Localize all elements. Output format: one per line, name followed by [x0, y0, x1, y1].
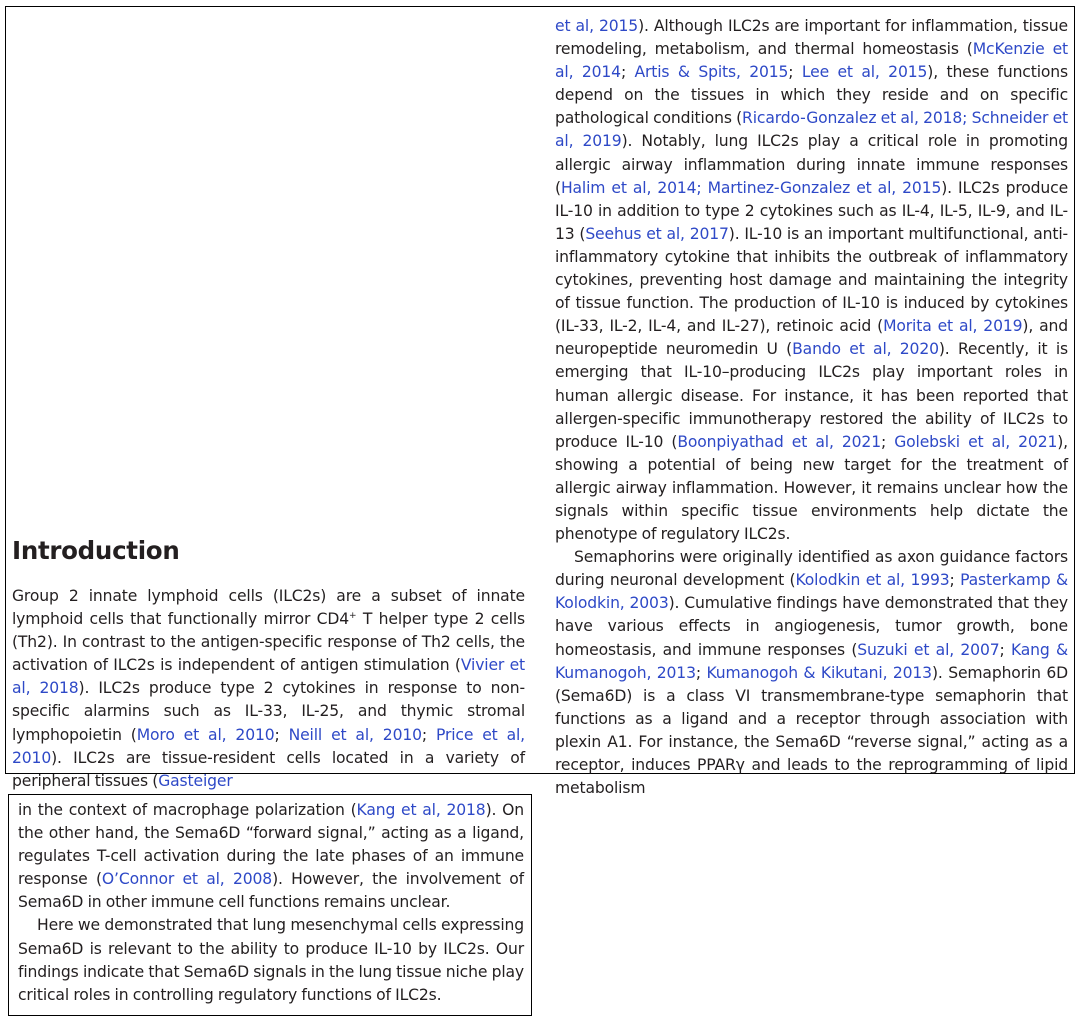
- citation-link[interactable]: Ricardo-Gonzalez et al, 2018; Schneider et al, 2019: [555, 109, 1069, 151]
- text-run: Here we demonstrated that lung mesenchymal cells expressing Sema6D is relevant to the ability to produce IL-10 by ILC2s. Our findings indicate that Sema6D signals in the lung tissue niche play critical roles in controlling regulatory functions of ILC2s.: [18, 916, 524, 1004]
- text-run: ;: [695, 663, 707, 682]
- text-run: T helper type 2 cells (Th2). In contrast to the antigen-specific response of Th2 cells, the activation of ILC2s is independent of antigen stimulation (: [12, 610, 525, 675]
- section-heading: Introduction: [12, 536, 180, 565]
- paragraph: [12, 585, 525, 793]
- text-run: ;: [274, 725, 289, 744]
- paragraph: [18, 799, 524, 914]
- citation-link[interactable]: O’Connor et al, 2008: [101, 870, 273, 889]
- text-run: ). ILC2s produce IL-10 in addition to type 2 cytokines such as IL-4, IL-5, IL-9, and IL-13 (: [555, 178, 1069, 243]
- text-run: ;: [999, 640, 1011, 659]
- text-run: ;: [880, 432, 895, 451]
- superscript: +: [349, 610, 357, 621]
- citation-link[interactable]: Suzuki et al, 2007: [857, 640, 1000, 659]
- text-run: ). ILC2s produce type 2 cytokines in response to non-specific alarmins such as IL-33, IL-25, and thymic stromal lymphopoietin (: [12, 679, 525, 744]
- citation-link[interactable]: Bando et al, 2020: [792, 340, 939, 359]
- text-run: ;: [620, 63, 635, 82]
- text-run: ). Recently, it is emerging that IL-10–producing ILC2s play important roles in human allergic disease. For instance, it has been reported that allergen-specific immunotherapy restored the ability of ILC2s to produce IL-10 (: [555, 340, 1068, 451]
- right-column: [555, 15, 1068, 800]
- page-excerpt-top: [5, 6, 1075, 798]
- left-column: [12, 585, 525, 793]
- paragraph: [555, 546, 1068, 800]
- citation-link[interactable]: Pasterkamp & Kolodkin, 2003: [555, 571, 1068, 613]
- paragraph: [555, 15, 1068, 546]
- citation-link[interactable]: Kumanogoh & Kikutani, 2013: [706, 663, 932, 682]
- text-run: ). Notably, lung ILC2s play a critical role in promoting allergic airway inflammation during innate immune responses (: [555, 132, 1068, 197]
- text-run: ), showing a potential of being new target for the treatment of allergic airway inflammation. However, it remains unclear how the signals within specific tissue environments help dictate the phenotype of regulatory ILC2s.: [555, 432, 1068, 544]
- citation-link[interactable]: Price et al, 2010: [12, 725, 525, 767]
- citation-link[interactable]: Halim et al, 2014; Martinez-Gonzalez et al, 2015: [560, 178, 942, 197]
- text-run: in the context of macrophage polarization (: [18, 801, 357, 819]
- text-run: ). Cumulative findings have demonstrated that they have various effects in angiogenesis, tumor growth, bone homeostasis, and immune responses (: [555, 594, 1068, 659]
- text-run: ). On the other hand, the Sema6D “forward signal,” acting as a ligand, regulates T-cell activation during the late phases of an immune response (: [18, 801, 524, 889]
- text-run: ). However, the involvement of Sema6D in other immune cell functions remains unclear.: [18, 870, 524, 912]
- citation-link[interactable]: Vivier et al, 2018: [12, 656, 525, 698]
- text-run: ). IL-10 is an important multifunctional, anti-inflammatory cytokine that inhibits the outbreak of inflammatory cytokines, preventing host damage and maintaining the integrity of tissue function. The production of IL-10 is induced by cytokines (IL-33, IL-2, IL-4, and IL-27), retinoic acid (: [555, 224, 1068, 336]
- citation-link[interactable]: Golebski et al, 2021: [894, 432, 1058, 451]
- citation-link[interactable]: Seehus et al, 2017: [585, 224, 729, 243]
- page-excerpt-bottom: [8, 794, 532, 1016]
- text-run: ;: [421, 725, 436, 744]
- citation-link[interactable]: Lee et al, 2015: [801, 63, 928, 82]
- bottom-column: [18, 799, 524, 1007]
- citation-link[interactable]: Artis & Spits, 2015: [634, 63, 789, 82]
- citation-link[interactable]: Kang & Kumanogoh, 2013: [555, 640, 1068, 682]
- text-run: ;: [788, 63, 802, 82]
- text-run: ). Semaphorin 6D (Sema6D) is a class VI transmembrane-type semaphorin that functions as a ligand and a receptor through association with plexin A1. For instance, the Sema6D “reverse signal,” acting as a receptor, induces PPARγ and leads to the reprogramming of lipid metabolism: [555, 663, 1068, 798]
- citation-link[interactable]: McKenzie et al, 2014: [555, 40, 1068, 82]
- citation-link[interactable]: Boonpiyathad et al, 2021: [677, 432, 881, 451]
- citation-link[interactable]: Kolodkin et al, 1993: [795, 571, 950, 590]
- text-run: ), these functions depend on the tissues in which they reside and on specific pathological conditions (: [555, 63, 1068, 128]
- citation-link[interactable]: Kang et al, 2018: [356, 801, 486, 819]
- paragraph: [18, 914, 524, 1006]
- text-run: ), and neuropeptide neuromedin U (: [555, 317, 1069, 359]
- citation-link[interactable]: Gasteiger: [158, 771, 233, 790]
- citation-link[interactable]: Neill et al, 2010: [288, 725, 422, 744]
- citation-link[interactable]: Morita et al, 2019: [883, 317, 1023, 336]
- citation-link[interactable]: et al, 2015: [555, 17, 639, 35]
- text-run: ). Although ILC2s are important for inflammation, tissue remodeling, metabolism, and thermal homeostasis (: [555, 17, 1068, 59]
- text-run: ). ILC2s are tissue-resident cells located in a variety of peripheral tissues (: [12, 748, 525, 790]
- text-run: ;: [949, 571, 961, 590]
- text-run: Semaphorins were originally identified as axon guidance factors during neuronal development (: [555, 548, 1068, 590]
- citation-link[interactable]: Moro et al, 2010: [136, 725, 275, 744]
- text-run: Group 2 innate lymphoid cells (ILC2s) are a subset of innate lymphoid cells that functionally mirror CD4: [12, 587, 525, 629]
